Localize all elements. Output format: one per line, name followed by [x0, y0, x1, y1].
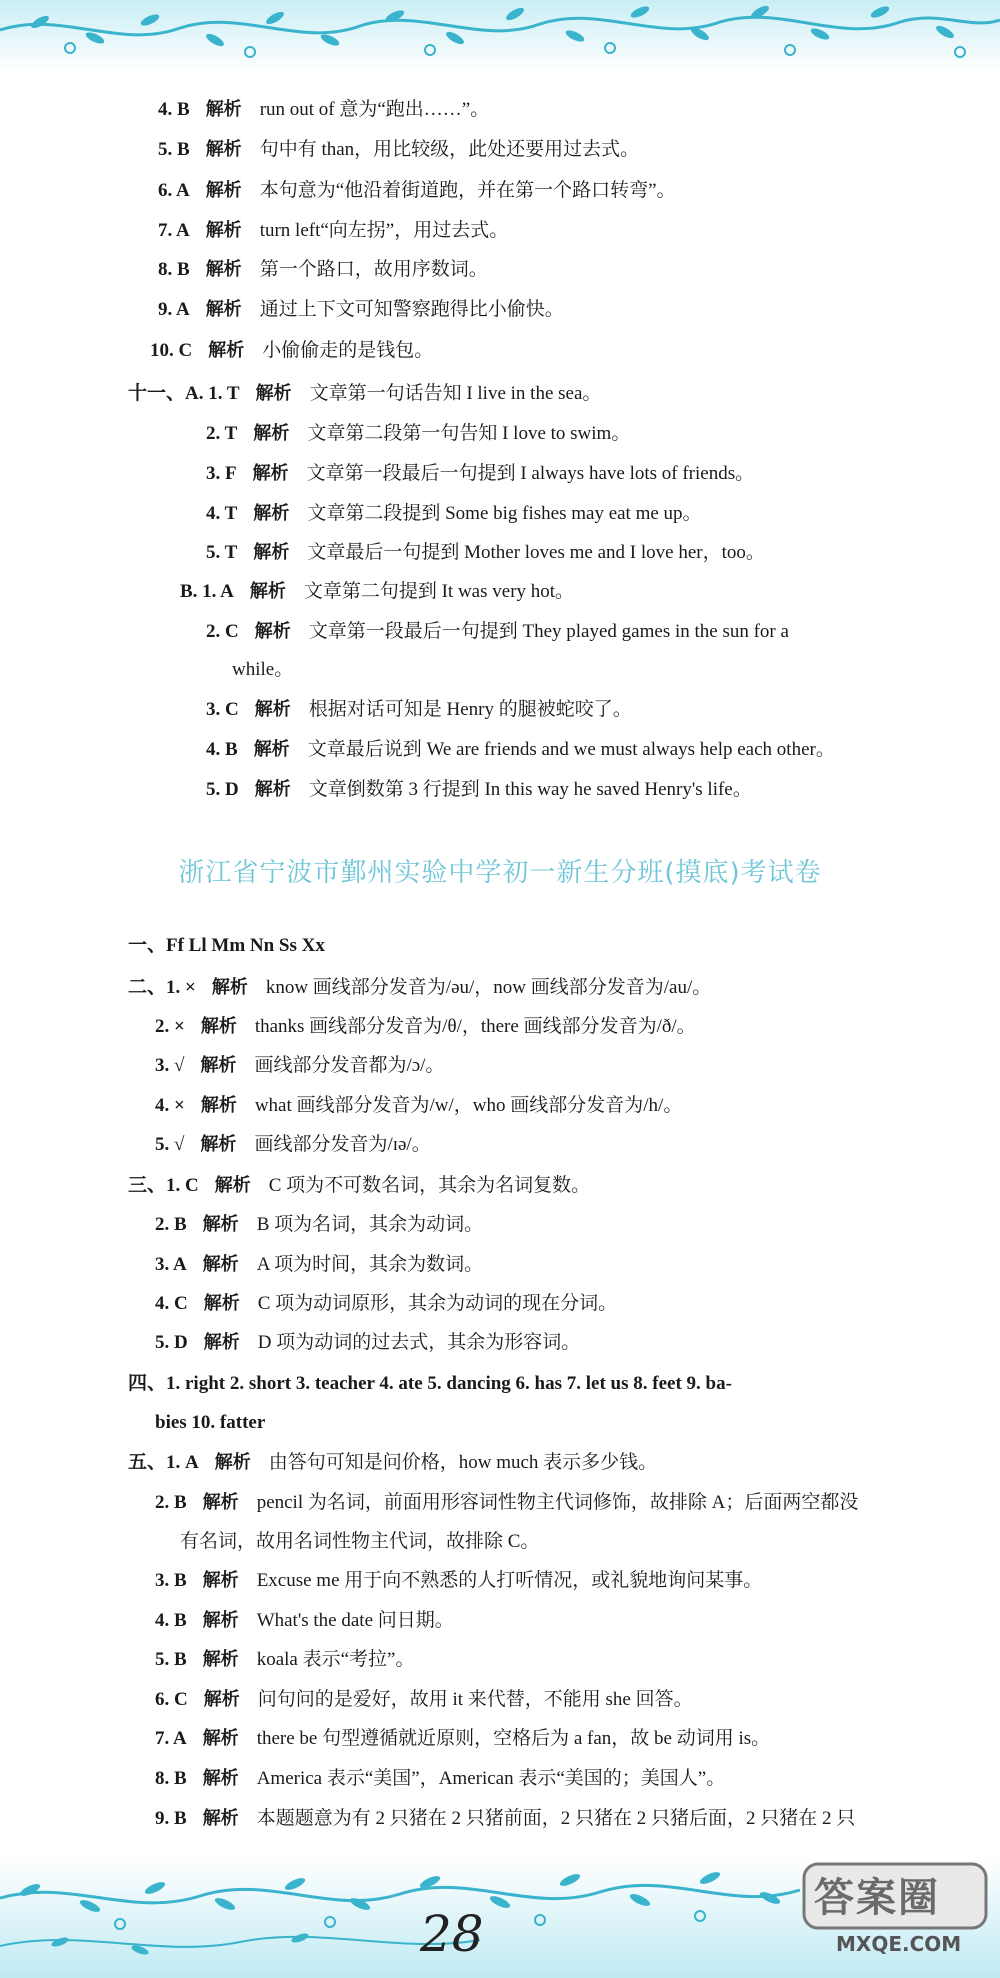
analysis-label: 解析 [253, 503, 290, 524]
analysis-text: 画线部分发音为/ɪə/。 [254, 1134, 431, 1155]
item-number: 4. C [155, 1293, 188, 1314]
analysis-label: 解析 [255, 383, 292, 404]
item-number: 3. F [206, 463, 237, 484]
item-number: 5. T [206, 542, 238, 563]
analysis-text: America 表示“美国”，American 表示“美国的；美国人”。 [256, 1768, 726, 1789]
answer-line [158, 217, 508, 244]
analysis-label: 解析 [202, 1254, 239, 1275]
answer-line [155, 1290, 617, 1317]
item-number: 6. C [155, 1689, 188, 1710]
analysis-label: 解析 [205, 139, 242, 160]
analysis-label: 解析 [200, 1016, 237, 1037]
analysis-label: 解析 [200, 1134, 237, 1155]
analysis-label: 解析 [253, 739, 290, 760]
analysis-text: there be 句型遵循就近原则，空格后为 a fan，故 be 动词用 is。 [256, 1728, 771, 1749]
analysis-label: 解析 [252, 463, 289, 484]
page-number: 28 [420, 1905, 484, 1963]
analysis-text: Excuse me 用于向不熟悉的人打听情况，或礼貌地询问某事。 [256, 1570, 763, 1591]
answer-line [155, 1725, 770, 1752]
analysis-text: koala 表示“考拉”。 [256, 1649, 415, 1670]
analysis-label: 解析 [214, 1452, 251, 1473]
item-number: 4. B [155, 1610, 187, 1631]
analysis-label: 解析 [253, 542, 290, 563]
analysis-label: 解析 [200, 1055, 237, 1076]
analysis-label: 解析 [205, 180, 242, 201]
item-number: 4. T [206, 503, 238, 524]
analysis-text: 文章最后说到 We are friends and we must always help each other。 [307, 739, 835, 760]
item-number: 五、1. A [128, 1452, 199, 1473]
analysis-label: 解析 [203, 1689, 240, 1710]
analysis-text: 文章第二句提到 It was very hot。 [303, 581, 575, 602]
answer-line [155, 1052, 444, 1079]
analysis-label: 解析 [203, 1332, 240, 1353]
analysis-text: 文章第二段提到 Some big fishes may eat me up。 [307, 503, 702, 524]
item-number: 5. D [155, 1332, 188, 1353]
analysis-text: 根据对话可知是 Henry 的腿被蛇咬了。 [308, 699, 632, 720]
analysis-text: 本句意为“他沿着街道跑，并在第一个路口转弯”。 [259, 180, 676, 201]
analysis-label: 解析 [249, 581, 286, 602]
analysis-text: what 画线部分发音为/w/，who 画线部分发音为/h/。 [254, 1095, 683, 1116]
analysis-text: 第一个路口，故用序数词。 [259, 259, 488, 280]
analysis-text: 文章最后一句提到 Mother loves me and I love her，too。 [307, 542, 765, 563]
answer-line [128, 1370, 732, 1397]
analysis-text: run out of 意为“跑出……”。 [259, 99, 490, 120]
item-number: 2. C [206, 621, 239, 642]
item-number: 6. A [158, 180, 190, 201]
analysis-text: while。 [232, 659, 294, 680]
item-number: 四、1. right 2. short 3. teacher 4. ate 5. dancing 6. has 7. let us 8. feet 9. ba- [128, 1373, 732, 1394]
item-number: 9. B [155, 1808, 187, 1829]
answer-line [206, 460, 754, 487]
analysis-text: C 项为动词原形，其余为动词的现在分词。 [257, 1293, 618, 1314]
answer-line [158, 177, 676, 204]
answer-line [206, 696, 632, 723]
answer-line-continuation [232, 656, 293, 683]
analysis-text: 句中有 than，用比较级，此处还要用过去式。 [259, 139, 640, 160]
item-number: 3. A [155, 1254, 187, 1275]
analysis-label: 解析 [205, 299, 242, 320]
analysis-label: 解析 [202, 1492, 239, 1513]
answer-line [155, 1805, 855, 1832]
analysis-label: 解析 [202, 1728, 239, 1749]
answer-line [158, 136, 639, 163]
analysis-text: 文章倒数第 3 行提到 In this way he saved Henry's life。 [308, 779, 752, 800]
item-number: 9. A [158, 299, 190, 320]
answer-line [155, 1489, 858, 1516]
analysis-label: 解析 [202, 1649, 239, 1670]
answer-line [155, 1686, 693, 1713]
analysis-text: 文章第一句话告知 I live in the sea。 [309, 383, 602, 404]
item-number: 一、Ff Ll Mm Nn Ss Xx [128, 935, 325, 956]
analysis-label: 解析 [253, 423, 290, 444]
analysis-label: 解析 [202, 1768, 239, 1789]
item-number: B. 1. A [180, 581, 234, 602]
item-number: 2. B [155, 1492, 187, 1513]
answer-line [155, 1092, 682, 1119]
item-number: 2. B [155, 1214, 187, 1235]
item-number: 三、1. C [128, 1175, 199, 1196]
top-decorative-border [0, 0, 1000, 72]
item-number: 7. A [158, 220, 190, 241]
analysis-label: 解析 [214, 1175, 251, 1196]
item-number: 5. B [158, 139, 190, 160]
answer-line [155, 1607, 454, 1634]
answer-line [158, 296, 564, 323]
answer-line-continuation [180, 1528, 539, 1555]
item-number: 7. A [155, 1728, 187, 1749]
analysis-text: C 项为不可数名词，其余为名词复数。 [268, 1175, 591, 1196]
item-number: 8. B [155, 1768, 187, 1789]
analysis-text: thanks 画线部分发音为/θ/，there 画线部分发音为/ð/。 [254, 1016, 696, 1037]
item-number: 4. × [155, 1095, 185, 1116]
analysis-label: 解析 [203, 1293, 240, 1314]
answer-line [155, 1329, 580, 1356]
analysis-label: 解析 [254, 621, 291, 642]
item-number: 8. B [158, 259, 190, 280]
analysis-label: 解析 [200, 1095, 237, 1116]
analysis-text: What's the date 问日期。 [256, 1610, 454, 1631]
answer-line [158, 256, 488, 283]
item-number: 4. B [206, 739, 238, 760]
analysis-text: 画线部分发音都为/ɔ/。 [254, 1055, 445, 1076]
analysis-text: 由答句可知是问价格，how much 表示多少钱。 [268, 1452, 658, 1473]
vine-border-top [0, 0, 1000, 72]
analysis-text: 通过上下文可知警察跑得比小偷快。 [259, 299, 564, 320]
analysis-text: A 项为时间，其余为数词。 [256, 1254, 484, 1275]
analysis-text: turn left“向左拐”，用过去式。 [259, 220, 509, 241]
item-number: bies 10. fatter [155, 1412, 266, 1433]
item-number: 10. C [150, 340, 193, 361]
answer-line [206, 618, 789, 645]
item-number: 十一、A. 1. T [128, 383, 240, 404]
item-number: 二、1. × [128, 977, 196, 998]
item-number: 2. × [155, 1016, 185, 1037]
answer-line [206, 420, 630, 447]
answer-line [155, 1251, 483, 1278]
analysis-text: D 项为动词的过去式，其余为形容词。 [257, 1332, 581, 1353]
answer-line-continuation [155, 1409, 265, 1436]
answer-line [128, 1449, 657, 1476]
analysis-label: 解析 [205, 259, 242, 280]
answer-line [155, 1131, 431, 1158]
answer-line [206, 539, 765, 566]
answer-line [155, 1646, 414, 1673]
item-number: 2. T [206, 423, 238, 444]
analysis-label: 解析 [208, 340, 245, 361]
analysis-label: 解析 [254, 779, 291, 800]
item-number: 5. √ [155, 1134, 185, 1155]
answer-line [128, 932, 325, 959]
answer-line [180, 578, 574, 605]
analysis-text: 问句问的是爱好，故用 it 来代替，不能用 she 回答。 [257, 1689, 693, 1710]
analysis-label: 解析 [202, 1214, 239, 1235]
analysis-text: know 画线部分发音为/əu/，now 画线部分发音为/au/。 [265, 977, 712, 998]
analysis-text: 有名词，故用名词性物主代词，故排除 C。 [180, 1531, 540, 1552]
analysis-text: 小偷偷走的是钱包。 [262, 340, 434, 361]
item-number: 3. B [155, 1570, 187, 1591]
item-number: 3. √ [155, 1055, 185, 1076]
answer-line [206, 776, 752, 803]
analysis-text: 本题题意为有 2 只猪在 2 只猪前面，2 只猪在 2 只猪后面，2 只猪在 2 只 [256, 1808, 856, 1829]
analysis-label: 解析 [205, 99, 242, 120]
section-title: 浙江省宁波市鄞州实验中学初一新生分班(摸底)考试卷 [178, 858, 822, 888]
analysis-text: B 项为名词，其余为动词。 [256, 1214, 484, 1235]
answer-line [158, 96, 489, 123]
analysis-label: 解析 [211, 977, 248, 998]
item-number: 5. B [155, 1649, 187, 1670]
analysis-text: 文章第二段第一句告知 I love to swim。 [307, 423, 631, 444]
answer-line [155, 1567, 762, 1594]
analysis-text: 文章第一段最后一句提到 I always have lots of friends。 [306, 463, 755, 484]
analysis-label: 解析 [254, 699, 291, 720]
analysis-text: pencil 为名词，前面用形容词性物主代词修饰，故排除 A；后面两空都没 [256, 1492, 859, 1513]
analysis-label: 解析 [205, 220, 242, 241]
analysis-label: 解析 [202, 1610, 239, 1631]
item-number: 5. D [206, 779, 239, 800]
answer-line [206, 736, 835, 763]
watermark-logo [800, 1860, 990, 1970]
answer-line [150, 337, 433, 364]
answer-line [128, 380, 601, 407]
item-number: 3. C [206, 699, 239, 720]
watermark-text: 答案圈 [814, 1875, 940, 1921]
answer-line [128, 1172, 590, 1199]
answer-line [155, 1211, 483, 1238]
watermark-url: MXQE.COM [836, 1932, 962, 1956]
answer-line [155, 1765, 725, 1792]
analysis-label: 解析 [202, 1570, 239, 1591]
analysis-text: 文章第一段最后一句提到 They played games in the sun for a [308, 621, 789, 642]
analysis-label: 解析 [202, 1808, 239, 1829]
answer-line [128, 974, 711, 1001]
item-number: 4. B [158, 99, 190, 120]
answer-line [155, 1013, 696, 1040]
answer-line [206, 500, 702, 527]
